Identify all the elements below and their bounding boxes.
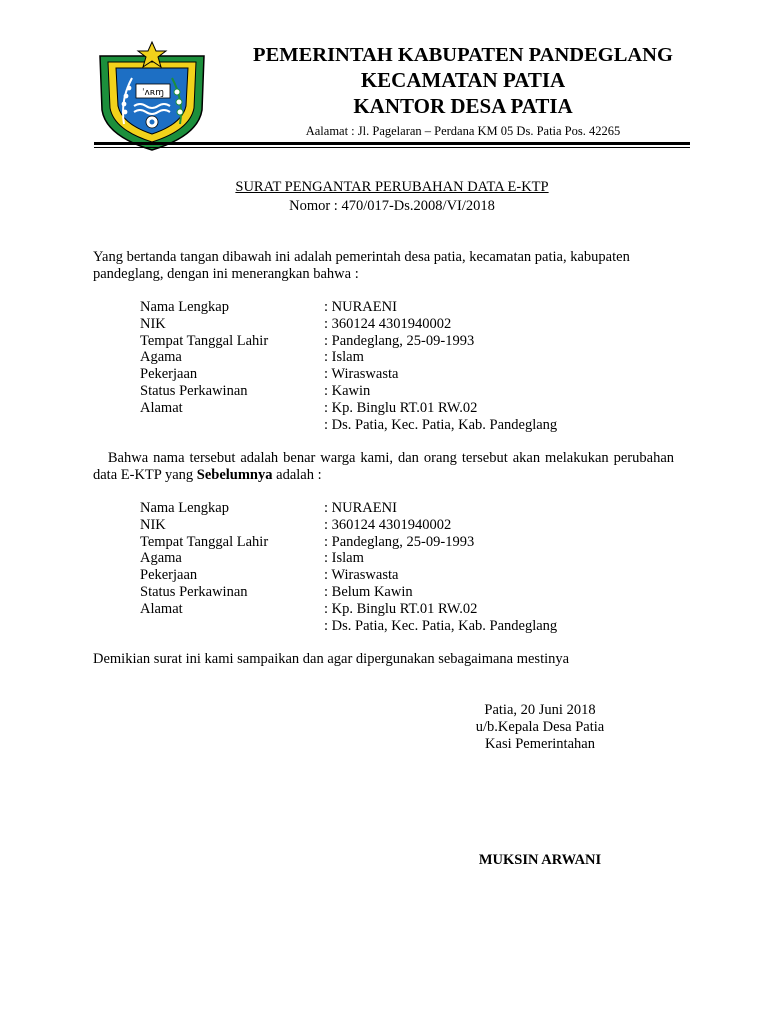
- signature-on-behalf: u/b.Kepala Desa Patia: [475, 718, 605, 735]
- signature-block: [440, 702, 640, 752]
- signature-position: Kasi Pemerintahan: [485, 735, 595, 752]
- field-row: [140, 383, 680, 400]
- field-row: [140, 400, 680, 417]
- letterhead-address: Aalamat : Jl. Pagelaran – Perdana KM 05 Ds. Patia Pos. 42265: [305, 124, 621, 138]
- statement-text-2: adalah :: [272, 466, 322, 483]
- closing-paragraph: Demikian surat ini kami sampaikan dan agar dipergunakan sebagaimana mestinya: [93, 651, 570, 667]
- field-row: [140, 349, 680, 366]
- field-label: Nama Lengkap: [140, 299, 229, 315]
- field-value: : Islam: [324, 550, 364, 567]
- letterhead: [236, 42, 690, 139]
- field-value: : 360124 4301940002: [324, 516, 452, 533]
- field-row: [140, 517, 680, 534]
- svg-text:ˈʌʀɱ: ˈʌʀɱ: [142, 88, 164, 98]
- field-row: [140, 601, 680, 618]
- field-value: : 360124 4301940002: [324, 315, 452, 332]
- field-row: [140, 417, 680, 434]
- letterhead-rule-thick: [94, 142, 690, 145]
- field-value: : Ds. Patia, Kec. Patia, Kab. Pandeglang: [324, 416, 558, 433]
- field-row: [140, 299, 680, 316]
- pandeglang-emblem-logo: [94, 40, 210, 152]
- field-value: : Wiraswasta: [324, 366, 399, 383]
- statement-paragraph: [93, 450, 674, 483]
- previous-data-block: [140, 500, 680, 634]
- statement-bold-word: Sebelumnya: [196, 466, 273, 483]
- field-label: Pekerjaan: [140, 567, 198, 584]
- field-value: : Pandeglang, 25-09-1993: [324, 533, 475, 550]
- letter-number: Nomor : 470/017-Ds.2008/VI/2018: [289, 198, 495, 214]
- field-label: Status Perkawinan: [140, 583, 248, 600]
- field-label: Tempat Tanggal Lahir: [140, 332, 269, 349]
- field-row: [140, 534, 680, 551]
- field-value: : Wiraswasta: [324, 567, 399, 584]
- field-value: : Belum Kawin: [324, 583, 413, 600]
- letterhead-office: KANTOR DESA PATIA: [353, 94, 573, 118]
- letter-title: SURAT PENGANTAR PERUBAHAN DATA E-KTP: [235, 179, 549, 195]
- field-value: : Kp. Binglu RT.01 RW.02: [324, 399, 478, 416]
- field-label: Agama: [140, 349, 182, 366]
- field-label: Alamat: [140, 399, 183, 416]
- field-value: : NURAENI: [324, 299, 397, 315]
- field-value: : Pandeglang, 25-09-1993: [324, 332, 475, 349]
- letterhead-government: PEMERINTAH KABUPATEN PANDEGLANG: [253, 44, 673, 66]
- field-value: : Islam: [324, 349, 364, 366]
- signature-place-date: Patia, 20 Juni 2018: [484, 702, 596, 718]
- current-data-block: [140, 299, 680, 433]
- signatory-name: MUKSIN ARWANI: [478, 852, 602, 868]
- statement-text-1: Bahwa nama tersebut adalah benar warga kami, dan orang tersebut akan melakukan perubahan data E-KTP yang: [93, 450, 675, 483]
- letterhead-district: KECAMATAN PATIA: [360, 68, 566, 92]
- field-row: [140, 316, 680, 333]
- field-label: Pekerjaan: [140, 366, 198, 383]
- field-row: [140, 550, 680, 567]
- field-value: : NURAENI: [324, 500, 397, 516]
- field-label: NIK: [140, 315, 166, 332]
- field-row: [140, 584, 680, 601]
- field-value: : Ds. Patia, Kec. Patia, Kab. Pandeglang: [324, 617, 558, 634]
- field-row: [140, 500, 680, 517]
- field-label: Status Perkawinan: [140, 382, 248, 399]
- field-label: Nama Lengkap: [140, 500, 229, 516]
- field-value: : Kawin: [324, 382, 371, 399]
- field-label: Alamat: [140, 600, 183, 617]
- field-row: [140, 567, 680, 584]
- field-row: [140, 618, 680, 635]
- field-row: [140, 366, 680, 383]
- field-value: : Kp. Binglu RT.01 RW.02: [324, 600, 478, 617]
- field-label: Agama: [140, 550, 182, 567]
- field-label: NIK: [140, 516, 166, 533]
- letterhead-rule-thin: [94, 147, 690, 148]
- intro-paragraph: Yang bertanda tangan dibawah ini adalah pemerintah desa patia, kecamatan patia, kabupaten pandeglang, dengan ini menerangkan bahwa :: [93, 249, 630, 282]
- field-row: [140, 333, 680, 350]
- field-label: Tempat Tanggal Lahir: [140, 533, 269, 550]
